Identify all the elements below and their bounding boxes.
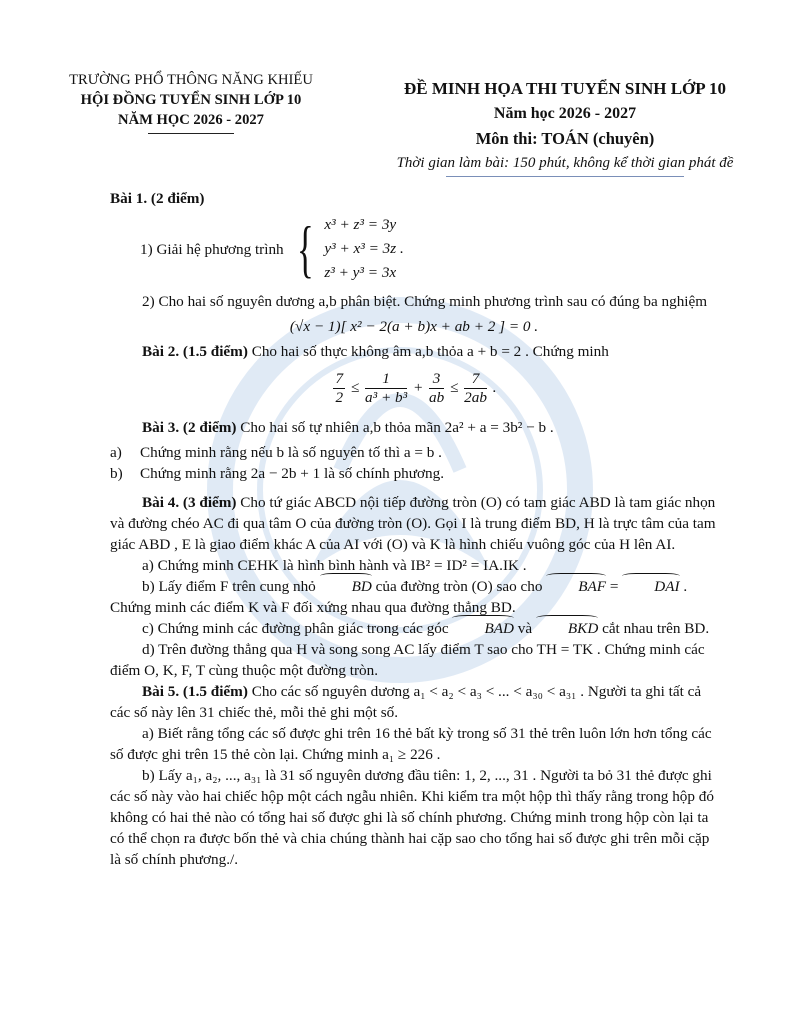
bai2-title: Bài 2. (1.5 điểm)	[142, 343, 248, 360]
council-name: HỘI ĐỒNG TUYỂN SINH LỚP 10	[80, 92, 302, 108]
bai1-eq1: x³ + z³ = 3y	[324, 216, 397, 233]
bai5-b: b) Lấy a₁, a₂, ..., a₃₁ là 31 số nguyên dương đầu tiên: 1, 2, ..., 31 . Người ta bỏ 31 thẻ được ghi các số này vào hai chiếc hộp một cách ngẫu nhiên. Khi kiểm tra một hộp thì thấy rằng trong hộp đó không có hai thẻ nào có tổng hai số được ghi là số chính phương. Chứng minh trong hộp còn lại ta có thể chọn ra được bốn thẻ và chia chúng thành hai cặp sao cho tổng hai số được ghi trên mỗi cặp là số chính phương./.	[110, 767, 714, 868]
bai4-b-eq: =	[606, 578, 623, 595]
bai4-b-post: . Chứng minh các điểm K và F đối xứng nhau qua đường thẳng BD.	[110, 578, 688, 616]
bai4-b-pre: b) Lấy điểm F trên cung nhỏ	[142, 578, 320, 595]
bai4-b-angle-dai: DAI	[622, 576, 679, 597]
bai4-c-pre: c) Chứng minh các đường phân giác trong các góc	[142, 620, 453, 637]
bai2-f2-den: a³ + b³	[365, 389, 408, 406]
bai3-text: Cho hai số tự nhiên a,b thỏa mãn 2a² + a = 3b² − b .	[236, 419, 554, 436]
bai2-plus: +	[412, 378, 424, 396]
exam-body	[110, 188, 718, 870]
bai2-f4-den: 2ab	[464, 389, 487, 406]
brace-icon: {	[296, 213, 314, 284]
bai1-system	[140, 213, 718, 285]
bai4-c-mid: và	[513, 620, 536, 637]
bai2-f1-num: 7	[335, 370, 344, 387]
header-left-underline	[148, 133, 234, 134]
bai4-b-arc-bd: BD	[320, 576, 372, 597]
bai2-f3-num: 3	[429, 370, 444, 389]
bai1-eq3: z³ + y³ = 3x	[324, 264, 397, 281]
bai1-q1-text: 1) Giải hệ phương trình	[140, 240, 284, 258]
bai4-c-post: cắt nhau trên BD.	[598, 620, 710, 637]
bai4-c-angle-bkd: BKD	[536, 618, 598, 639]
bai4-intro: Cho tứ giác ABCD nội tiếp đường tròn (O) có tam giác ABD là tam giác nhọn và đường chéo AC đi qua tâm O của đường tròn (O). Gọi I là trung điểm BD, H là trực tâm của tam giác ABD , E là giao điểm khác A của AI với (O) và K là hình chiếu vuông góc của H lên AI.	[110, 494, 716, 553]
bai1-title: Bài 1. (2 điểm)	[110, 190, 205, 207]
bai4-c-angle-bad: BAD	[452, 618, 514, 639]
exam-time: Thời gian làm bài: 150 phút, không kể thời gian phát đề	[396, 155, 734, 171]
bai2-inequality	[110, 370, 718, 407]
bai1-q2-text: 2) Cho hai số nguyên dương a,b phân biệt. Chứng minh phương trình sau có đúng ba nghiệm	[142, 293, 708, 310]
bai2-le2: ≤	[449, 378, 459, 396]
bai4-d: d) Trên đường thẳng qua H và song song AC lấy điểm T sao cho TH = TK . Chứng minh các điểm O, K, F, T cùng thuộc một đường tròn.	[110, 641, 705, 679]
header-right-underline	[446, 176, 684, 177]
bai2-text: Cho hai số thực không âm a,b thỏa a + b = 2 . Chứng minh	[247, 343, 609, 360]
bai2-f3-den: ab	[429, 389, 445, 406]
bai5-intro: Cho các số nguyên dương a₁ < a₂ < a₃ < ... < a₃₀ < a₃₁ . Người ta ghi tất cả các số này lên 31 chiếc thẻ, mỗi thẻ ghi một số.	[110, 683, 702, 721]
bai3-b-label: b)	[110, 465, 123, 482]
bai5-title: Bài 5. (1.5 điểm)	[142, 683, 248, 700]
bai1-eq2: y³ + x³ = 3z .	[324, 240, 404, 257]
bai4-title: Bài 4. (3 điểm)	[142, 494, 237, 511]
exam-year: Năm học 2026 - 2027	[493, 105, 637, 122]
bai3-a-text: Chứng minh rằng nếu b là số nguyên tố thì a = b .	[140, 444, 442, 461]
bai2-f4-num: 7	[464, 370, 487, 389]
bai3-b-text: Chứng minh rằng 2a − 2b + 1 là số chính phương.	[140, 465, 445, 482]
bai2-dot: .	[492, 378, 497, 396]
bai2-f1-den: 2	[335, 389, 344, 406]
exam-title: ĐỀ MINH HỌA THI TUYỂN SINH LỚP 10	[404, 79, 726, 98]
bai4-b-mid: của đường tròn (O) sao cho	[371, 578, 547, 595]
header-left	[60, 70, 322, 134]
bai4-a: a) Chứng minh CEHK là hình bình hành và IB² = ID² = IA.IK .	[142, 557, 527, 574]
school-name: TRƯỜNG PHỔ THÔNG NĂNG KHIẾU	[69, 72, 313, 88]
bai5-a: a) Biết rằng tổng các số được ghi trên 16 thẻ bất kỳ trong số 31 thẻ trên luôn lớn hơn tổng các số được ghi trên 15 thẻ còn lại. Chứng minh a₁ ≥ 226 .	[110, 725, 712, 763]
bai2-f2-num: 1	[365, 370, 407, 389]
header-right	[360, 76, 770, 176]
bai1-q2-equation: (√x − 1)[ x² − 2(a + b)x + ab + 2 ] = 0 .	[289, 318, 539, 335]
bai2-le1: ≤	[350, 378, 360, 396]
bai4-b-angle-baf: BAF	[546, 576, 606, 597]
bai3-title: Bài 3. (2 điểm)	[142, 419, 237, 436]
school-year-left: NĂM HỌC 2026 - 2027	[118, 112, 264, 128]
exam-subject: Môn thi: TOÁN (chuyên)	[475, 129, 655, 148]
bai3-a-label: a)	[110, 444, 122, 461]
